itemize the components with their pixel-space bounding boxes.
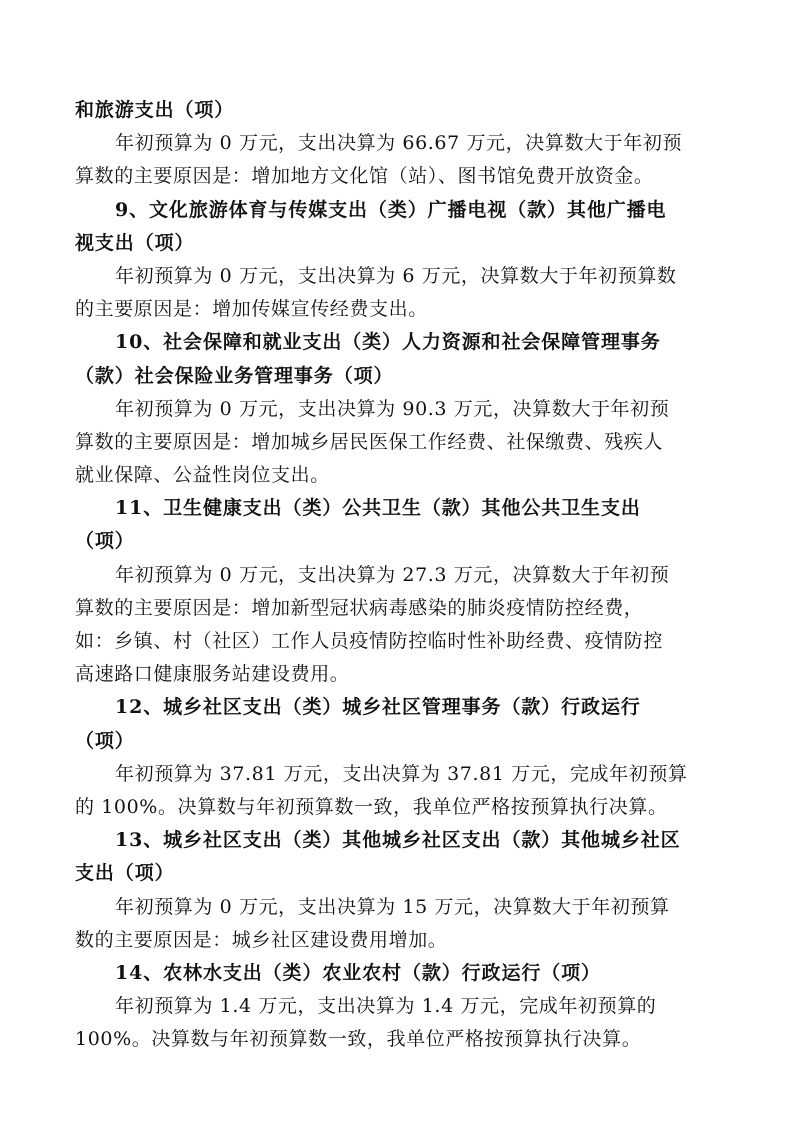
body-text-line: 算数的主要原因是：增加城乡居民医保工作经费、社保缴费、残疾人 <box>75 430 664 453</box>
item-heading-11: 11、卫生健康支出（类）公共卫生（款）其他公共卫生支出 <box>115 497 641 520</box>
body-text-line: 年初预算为 37.81 万元，支出决算为 37.81 万元，完成年初预算 <box>115 762 688 785</box>
body-text-line: 算数的主要原因是：增加地方文化馆（站）、图书馆免费开放资金。 <box>75 165 654 188</box>
body-text-line: 的主要原因是：增加传媒宣传经费支出。 <box>75 298 428 321</box>
body-text-line: 就业保障、公益性岗位支出。 <box>75 464 330 487</box>
body-text-line: 如：乡镇、村（社区）工作人员疫情防控临时性补助经费、疫情防控 <box>75 630 664 652</box>
item-heading-13-continuation: 支出（项） <box>75 862 175 885</box>
item-heading-12-continuation: （项） <box>75 729 135 752</box>
item-heading-13: 13、城乡社区支出（类）其他城乡社区支出（款）其他城乡社区 <box>115 829 681 852</box>
item-heading-11-continuation: （项） <box>75 530 135 553</box>
body-text-line: 年初预算为 0 万元，支出决算为 6 万元，决算数大于年初预算数 <box>115 264 677 287</box>
body-text-line: 的 100%。决算数与年初预算数一致，我单位严格按预算执行决算。 <box>75 795 668 818</box>
item-heading-continuation: 和旅游支出（项） <box>75 99 235 121</box>
item-heading-14: 14、农林水支出（类）农业农村（款）行政运行（项） <box>115 961 601 984</box>
body-text-line: 年初预算为 0 万元，支出决算为 27.3 万元，决算数大于年初预 <box>115 563 670 586</box>
item-heading-9-continuation: 视支出（项） <box>75 231 195 254</box>
body-text-line: 年初预算为 0 万元，支出决算为 66.67 万元，决算数大于年初预 <box>115 132 683 155</box>
item-heading-10: 10、社会保障和就业支出（类）人力资源和社会保障管理事务 <box>115 331 661 354</box>
item-heading-9: 9、文化旅游体育与传媒支出（类）广播电视（款）其他广播电 <box>115 198 667 221</box>
body-text-line: 数的主要原因是：城乡社区建设费用增加。 <box>75 928 448 951</box>
body-text-line: 年初预算为 0 万元，支出决算为 90.3 万元，决算数大于年初预 <box>115 397 670 420</box>
body-text-line: 100%。决算数与年初预算数一致，我单位严格按预算执行决算。 <box>75 1028 642 1051</box>
body-text-line: 算数的主要原因是：增加新型冠状病毒感染的肺炎疫情防控经费， <box>75 596 644 619</box>
document-page <box>75 94 723 1056</box>
item-heading-12: 12、城乡社区支出（类）城乡社区管理事务（款）行政运行 <box>115 696 641 719</box>
body-text-line: 高速路口健康服务站建设费用。 <box>75 663 350 686</box>
body-text-line: 年初预算为 0 万元，支出决算为 15 万元，决算数大于年初预算 <box>115 895 670 918</box>
item-heading-10-continuation: （款）社会保险业务管理事务（项） <box>75 364 394 387</box>
body-text-line: 年初预算为 1.4 万元，支出决算为 1.4 万元，完成年初预算的 <box>115 995 657 1018</box>
